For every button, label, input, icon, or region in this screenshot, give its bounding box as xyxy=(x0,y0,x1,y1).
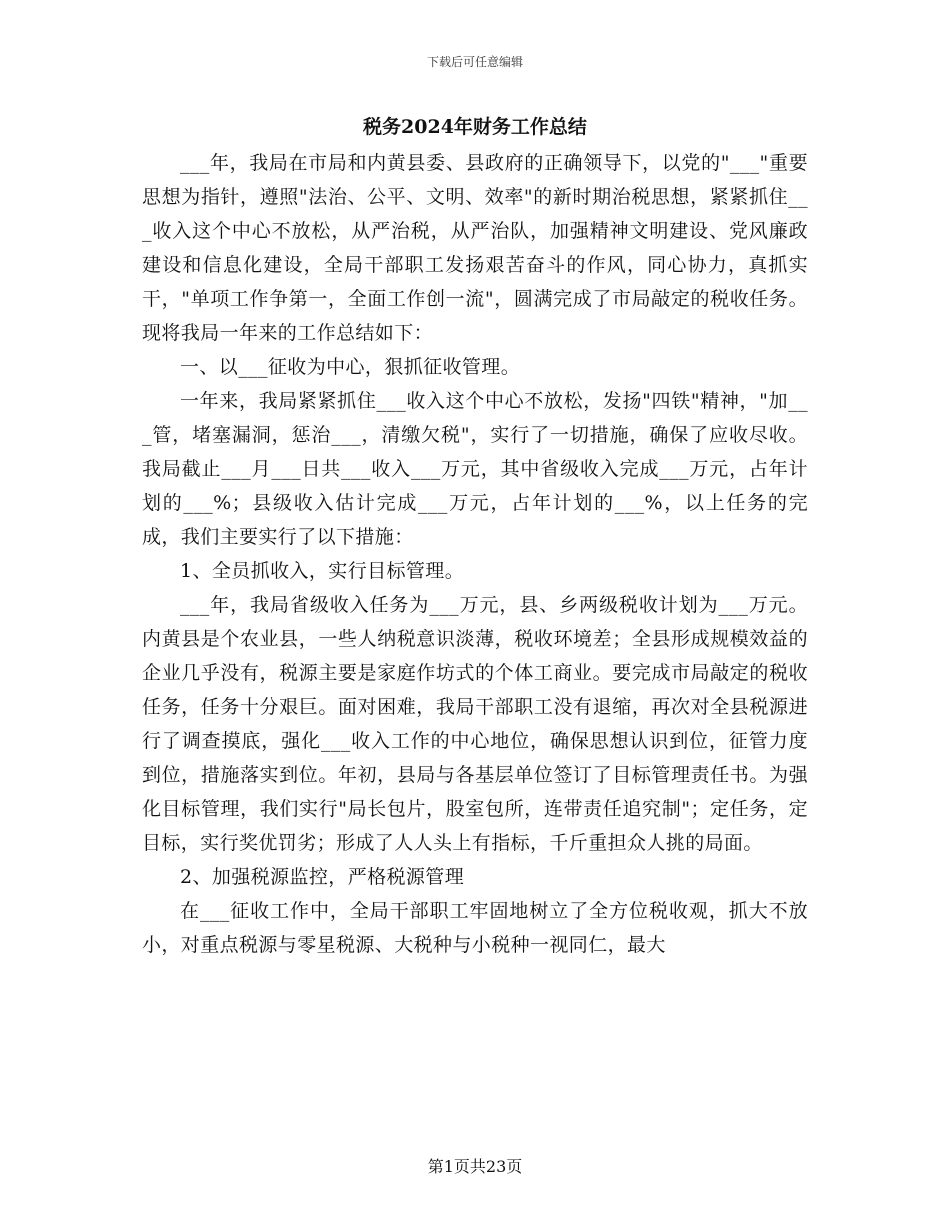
header-note: 下载后可任意编辑 xyxy=(426,55,523,69)
paragraph-collection: 一年来，我局紧紧抓住___收入这个中心不放松，发扬"四铁"精神，"加___管，堵塞漏洞，惩治___，清缴欠税"，实行了一切措施，确保了应收尽收。我局截止___月___日共___收入___万元，其中省级收入完成___万元，占年计划的___%；县级收入估计完成___万元，占年计划的___%，以上任务的完成，我们主要实行了以下措施： xyxy=(142,390,808,548)
paragraph-target-management: ___年，我局省级收入任务为___万元，县、乡两级税收计划为___万元。内黄县是个农业县，一些人纳税意识淡薄，税收环境差；全县形成规模效益的企业几乎没有，税源主要是家庭作坊式的个体工商业。要完成市局敲定的税收任务，任务十分艰巨。面对困难，我局干部职工没有退缩，再次对全县税源进行了调查摸底，强化___收入工作的中心地位，确保思想认识到位，征管力度到位，措施落实到位。年初，县局与各基层单位签订了目标管理责任书。为强化目标管理，我们实行"局长包片，股室包所，连带责任追究制"；定任务，定目标，实行奖优罚劣；形成了人人头上有指标，千斤重担众人挑的局面。 xyxy=(142,594,808,854)
document-title: 税务2024年财务工作总结 xyxy=(363,116,587,138)
subsection-heading-2: 2、加强税源监控，严格税源管理 xyxy=(180,866,465,888)
section-heading-1: 一、以___征收为中心，狠抓征收管理。 xyxy=(180,356,521,378)
paragraph-intro: ___年，我局在市局和内黄县委、县政府的正确领导下，以党的"___"重要思想为指针，遵照"法治、公平、文明、效率"的新时期治税思想，紧紧抓住___收入这个中心不放松，从严治税，从严治队，加强精神文明建设、党风廉政建设和信息化建设，全局干部职工发扬艰苦奋斗的作风，同心协力，真抓实干，"单项工作争第一，全面工作创一流"，圆满完成了市局敲定的税收任务。现将我局一年来的工作总结如下： xyxy=(142,152,808,344)
document-body xyxy=(142,146,808,962)
page-number: 第1页共23页 xyxy=(427,1157,523,1176)
paragraph-tax-source: 在___征收工作中，全局干部职工牢固地树立了全方位税收观，抓大不放小，对重点税源与零星税源、大税种与小税种一视同仁，最大 xyxy=(142,900,808,956)
subsection-heading-1: 1、全员抓收入，实行目标管理。 xyxy=(180,560,465,582)
